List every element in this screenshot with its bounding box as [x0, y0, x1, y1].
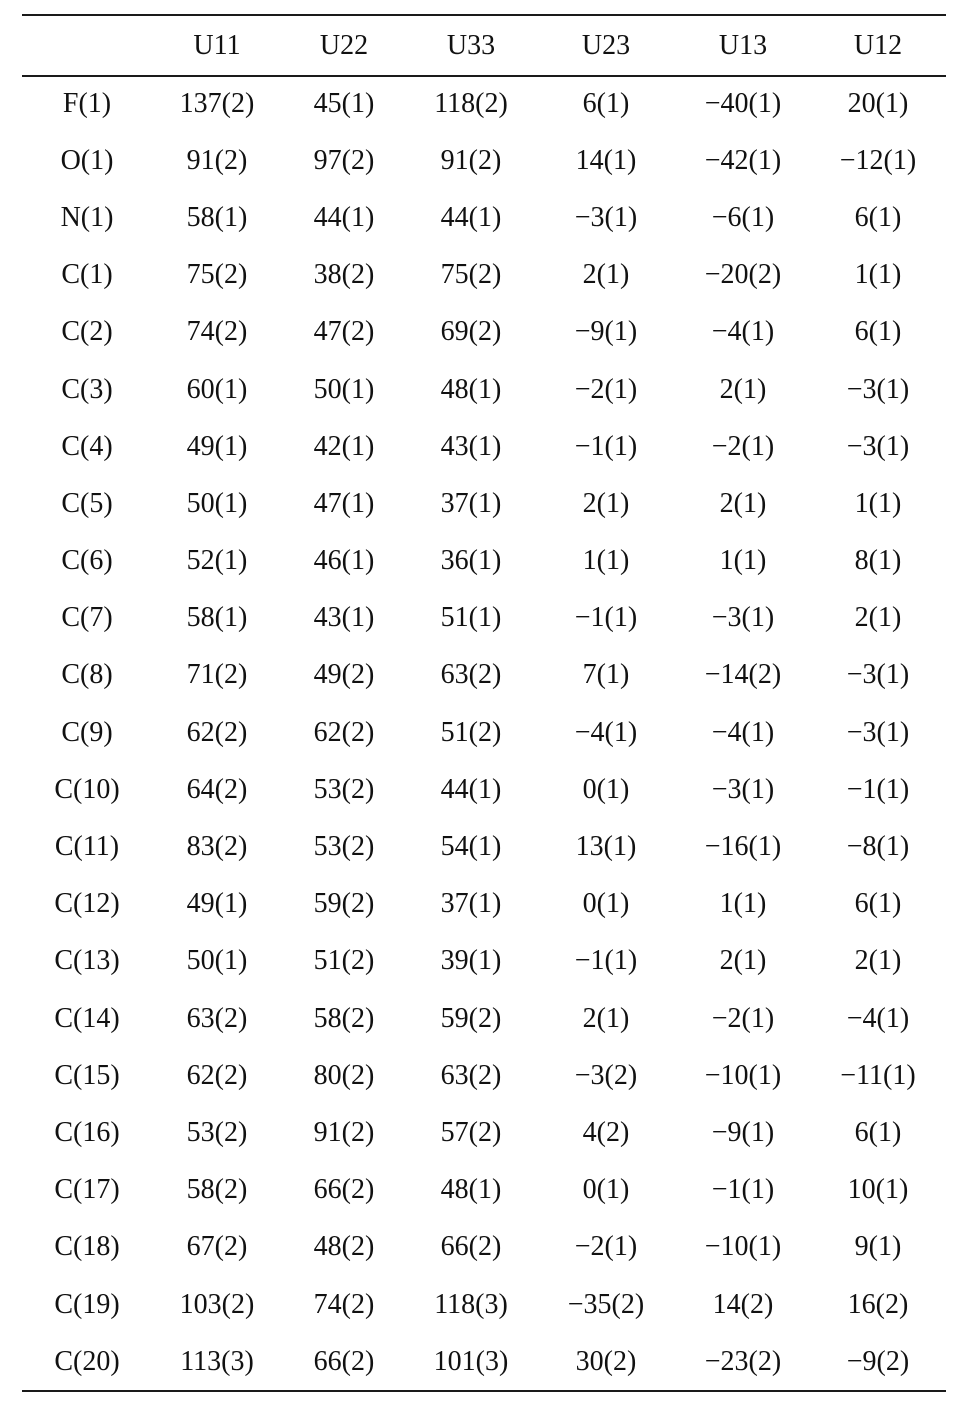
- table-cell: 75(2): [440, 259, 502, 291]
- table-cell: 113(3): [180, 1345, 254, 1377]
- table-cell: 47(1): [313, 487, 375, 519]
- table-cell: 7(1): [582, 659, 630, 691]
- table-cell: −1(1): [711, 1174, 775, 1206]
- table-cell: 58(2): [186, 1174, 248, 1206]
- table-cell: −3(1): [846, 430, 910, 462]
- table-row: [22, 990, 946, 1047]
- table-cell: −4(1): [846, 1002, 910, 1034]
- atom-label-cell: C(18): [54, 1231, 120, 1263]
- table-cell: 6(1): [854, 316, 902, 348]
- atom-label-cell: N(1): [60, 201, 114, 233]
- table-cell: 14(2): [712, 1288, 774, 1320]
- table-cell: −3(1): [846, 373, 910, 405]
- table-cell: 50(1): [186, 487, 248, 519]
- table-cell: −6(1): [711, 201, 775, 233]
- table-cell: 62(2): [186, 1059, 248, 1091]
- table-cell: −2(1): [574, 1231, 638, 1263]
- table-row: [22, 1219, 946, 1276]
- table-cell: 62(2): [313, 716, 375, 748]
- table-cell: 52(1): [186, 545, 248, 577]
- table-cell: −3(1): [711, 602, 775, 634]
- table-cell: −4(1): [574, 716, 638, 748]
- table-cell: 83(2): [186, 831, 248, 863]
- table-cell: 38(2): [313, 259, 375, 291]
- table-cell: −9(2): [846, 1345, 910, 1377]
- table-cell: −16(1): [704, 831, 782, 863]
- column-header: U12: [853, 29, 903, 61]
- table-cell: 51(2): [440, 716, 502, 748]
- table-cell: 60(1): [186, 373, 248, 405]
- table-cell: −35(2): [567, 1288, 645, 1320]
- table-cell: 10(1): [847, 1174, 909, 1206]
- table-cell: 51(2): [313, 945, 375, 977]
- table-cell: −2(1): [574, 373, 638, 405]
- column-header: U13: [718, 29, 768, 61]
- table-cell: −4(1): [711, 716, 775, 748]
- atom-label-cell: C(1): [61, 259, 113, 291]
- table-cell: 66(2): [313, 1345, 375, 1377]
- table-cell: 58(1): [186, 602, 248, 634]
- table-cell: 69(2): [440, 316, 502, 348]
- table-row: [22, 533, 946, 590]
- atom-label-cell: C(14): [54, 1002, 120, 1034]
- table-cell: 6(1): [854, 201, 902, 233]
- table-cell: 9(1): [854, 1231, 902, 1263]
- table-cell: 2(1): [719, 487, 767, 519]
- table-row: [22, 1104, 946, 1161]
- table-row: [22, 1162, 946, 1219]
- table-cell: 67(2): [186, 1231, 248, 1263]
- atom-label-cell: C(6): [61, 545, 113, 577]
- table-cell: 39(1): [440, 945, 502, 977]
- table-cell: 6(1): [854, 888, 902, 920]
- table-row: [22, 876, 946, 933]
- table-row: [22, 418, 946, 475]
- table-cell: 91(2): [186, 144, 248, 176]
- table-cell: −20(2): [704, 259, 782, 291]
- table-cell: 63(2): [440, 659, 502, 691]
- table-cell: 80(2): [313, 1059, 375, 1091]
- atom-label-cell: C(15): [54, 1059, 120, 1091]
- table-cell: 74(2): [186, 316, 248, 348]
- atom-label-cell: C(19): [54, 1288, 120, 1320]
- table-cell: 1(1): [854, 487, 902, 519]
- table-cell: 62(2): [186, 716, 248, 748]
- table-row: [22, 189, 946, 246]
- table-cell: 58(1): [186, 201, 248, 233]
- table-cell: 54(1): [440, 831, 502, 863]
- table-cell: −10(1): [704, 1059, 782, 1091]
- table-cell: 2(1): [719, 373, 767, 405]
- table-row: [22, 704, 946, 761]
- table-cell: −3(2): [574, 1059, 638, 1091]
- table-cell: 2(1): [854, 602, 902, 634]
- table-row: [22, 761, 946, 818]
- atom-label-cell: C(17): [54, 1174, 120, 1206]
- table-cell: 103(2): [179, 1288, 255, 1320]
- table-row: [22, 818, 946, 875]
- table-cell: 49(2): [313, 659, 375, 691]
- table-cell: −3(1): [846, 716, 910, 748]
- table-cell: 64(2): [186, 773, 248, 805]
- table-row: [22, 1047, 946, 1104]
- atom-label-cell: O(1): [60, 144, 114, 176]
- table-row: [22, 1333, 946, 1390]
- table-row: [22, 132, 946, 189]
- table-cell: 97(2): [313, 144, 375, 176]
- table-row: [22, 647, 946, 704]
- atom-label-cell: C(2): [61, 316, 113, 348]
- table-cell: 71(2): [186, 659, 248, 691]
- table-cell: 74(2): [313, 1288, 375, 1320]
- table-cell: 118(2): [434, 87, 508, 119]
- atom-label-cell: C(9): [61, 716, 113, 748]
- table-cell: −14(2): [704, 659, 782, 691]
- table-cell: −4(1): [711, 316, 775, 348]
- table-body: [22, 75, 946, 1390]
- table-cell: 48(1): [440, 373, 502, 405]
- header-rule: [22, 75, 946, 77]
- table-row: [22, 361, 946, 418]
- table-cell: 1(1): [854, 259, 902, 291]
- table-cell: 66(2): [440, 1231, 502, 1263]
- table-cell: −9(1): [574, 316, 638, 348]
- table-cell: −2(1): [711, 430, 775, 462]
- table-cell: −9(1): [711, 1116, 775, 1148]
- table-cell: −2(1): [711, 1002, 775, 1034]
- table-cell: 50(1): [186, 945, 248, 977]
- atom-label-cell: C(10): [54, 773, 120, 805]
- table-cell: 42(1): [313, 430, 375, 462]
- table-cell: 91(2): [313, 1116, 375, 1148]
- atom-label-cell: C(13): [54, 945, 120, 977]
- table-cell: 137(2): [179, 87, 255, 119]
- table-cell: 0(1): [582, 888, 630, 920]
- table-cell: 44(1): [440, 201, 502, 233]
- table-cell: 2(1): [582, 1002, 630, 1034]
- table-cell: 53(2): [186, 1116, 248, 1148]
- table-cell: −12(1): [839, 144, 917, 176]
- table-cell: −1(1): [574, 430, 638, 462]
- table-cell: 63(2): [186, 1002, 248, 1034]
- atom-label-cell: C(20): [54, 1345, 120, 1377]
- table-cell: 2(1): [854, 945, 902, 977]
- atom-label-cell: C(8): [61, 659, 113, 691]
- table-cell: 36(1): [440, 545, 502, 577]
- table-cell: 14(1): [575, 144, 637, 176]
- table-cell: 0(1): [582, 1174, 630, 1206]
- table-cell: 8(1): [854, 545, 902, 577]
- table-row: [22, 1276, 946, 1333]
- table-cell: 51(1): [440, 602, 502, 634]
- table-cell: 91(2): [440, 144, 502, 176]
- header-row: [22, 16, 946, 75]
- column-header: U22: [319, 29, 369, 61]
- atom-label-cell: C(7): [61, 602, 113, 634]
- table-cell: 37(1): [440, 888, 502, 920]
- table-cell: 43(1): [313, 602, 375, 634]
- atom-label-cell: C(3): [61, 373, 113, 405]
- table-cell: 46(1): [313, 545, 375, 577]
- table-row: [22, 247, 946, 304]
- table-cell: 59(2): [313, 888, 375, 920]
- table-row: [22, 75, 946, 132]
- table-cell: −8(1): [846, 831, 910, 863]
- table-cell: 37(1): [440, 487, 502, 519]
- table-cell: −1(1): [846, 773, 910, 805]
- table-cell: 45(1): [313, 87, 375, 119]
- column-header: [22, 16, 152, 75]
- table-cell: 1(1): [719, 888, 767, 920]
- table-cell: 6(1): [582, 87, 630, 119]
- atom-label-cell: C(5): [61, 487, 113, 519]
- table-cell: 101(3): [433, 1345, 509, 1377]
- atom-label-cell: C(16): [54, 1116, 120, 1148]
- table-row: [22, 590, 946, 647]
- table-cell: −3(1): [711, 773, 775, 805]
- table-cell: −1(1): [574, 945, 638, 977]
- table-cell: 0(1): [582, 773, 630, 805]
- table-cell: −1(1): [574, 602, 638, 634]
- table-cell: 1(1): [719, 545, 767, 577]
- table-cell: 59(2): [440, 1002, 502, 1034]
- table-cell: 2(1): [719, 945, 767, 977]
- table-cell: 44(1): [440, 773, 502, 805]
- table-cell: 43(1): [440, 430, 502, 462]
- atom-label-cell: C(4): [61, 430, 113, 462]
- atom-label-cell: C(11): [54, 831, 120, 863]
- table-cell: −3(1): [574, 201, 638, 233]
- table-cell: −3(1): [846, 659, 910, 691]
- table-cell: 50(1): [313, 373, 375, 405]
- table-cell: 63(2): [440, 1059, 502, 1091]
- table-cell: 20(1): [847, 87, 909, 119]
- column-header: U23: [581, 29, 631, 61]
- table-cell: 30(2): [575, 1345, 637, 1377]
- table-cell: −11(1): [840, 1059, 916, 1091]
- table-cell: 6(1): [854, 1116, 902, 1148]
- table-cell: 49(1): [186, 430, 248, 462]
- bottom-rule: [22, 1390, 946, 1392]
- table-cell: 48(2): [313, 1231, 375, 1263]
- atom-label-cell: F(1): [62, 87, 112, 119]
- table-row: [22, 304, 946, 361]
- atom-label-cell: C(12): [54, 888, 120, 920]
- table-cell: 13(1): [575, 831, 637, 863]
- table-cell: 16(2): [847, 1288, 909, 1320]
- table-cell: 47(2): [313, 316, 375, 348]
- table-cell: −40(1): [704, 87, 782, 119]
- table-row: [22, 475, 946, 532]
- table-cell: 118(3): [434, 1288, 508, 1320]
- table-cell: 75(2): [186, 259, 248, 291]
- table-cell: 53(2): [313, 831, 375, 863]
- table-cell: −10(1): [704, 1231, 782, 1263]
- table-row: [22, 933, 946, 990]
- table-cell: 2(1): [582, 259, 630, 291]
- table-cell: 57(2): [440, 1116, 502, 1148]
- table-cell: 66(2): [313, 1174, 375, 1206]
- table-cell: −42(1): [704, 144, 782, 176]
- table-cell: 2(1): [582, 487, 630, 519]
- table-cell: 58(2): [313, 1002, 375, 1034]
- table-cell: 4(2): [582, 1116, 630, 1148]
- table-cell: −23(2): [704, 1345, 782, 1377]
- column-header: U33: [446, 29, 496, 61]
- table-cell: 49(1): [186, 888, 248, 920]
- table-cell: 44(1): [313, 201, 375, 233]
- data-table-container: [22, 14, 946, 1392]
- table-cell: 1(1): [582, 545, 630, 577]
- table-cell: 53(2): [313, 773, 375, 805]
- table-cell: 48(1): [440, 1174, 502, 1206]
- column-header: U11: [193, 29, 241, 61]
- anisotropic-displacement-table: [22, 16, 946, 1390]
